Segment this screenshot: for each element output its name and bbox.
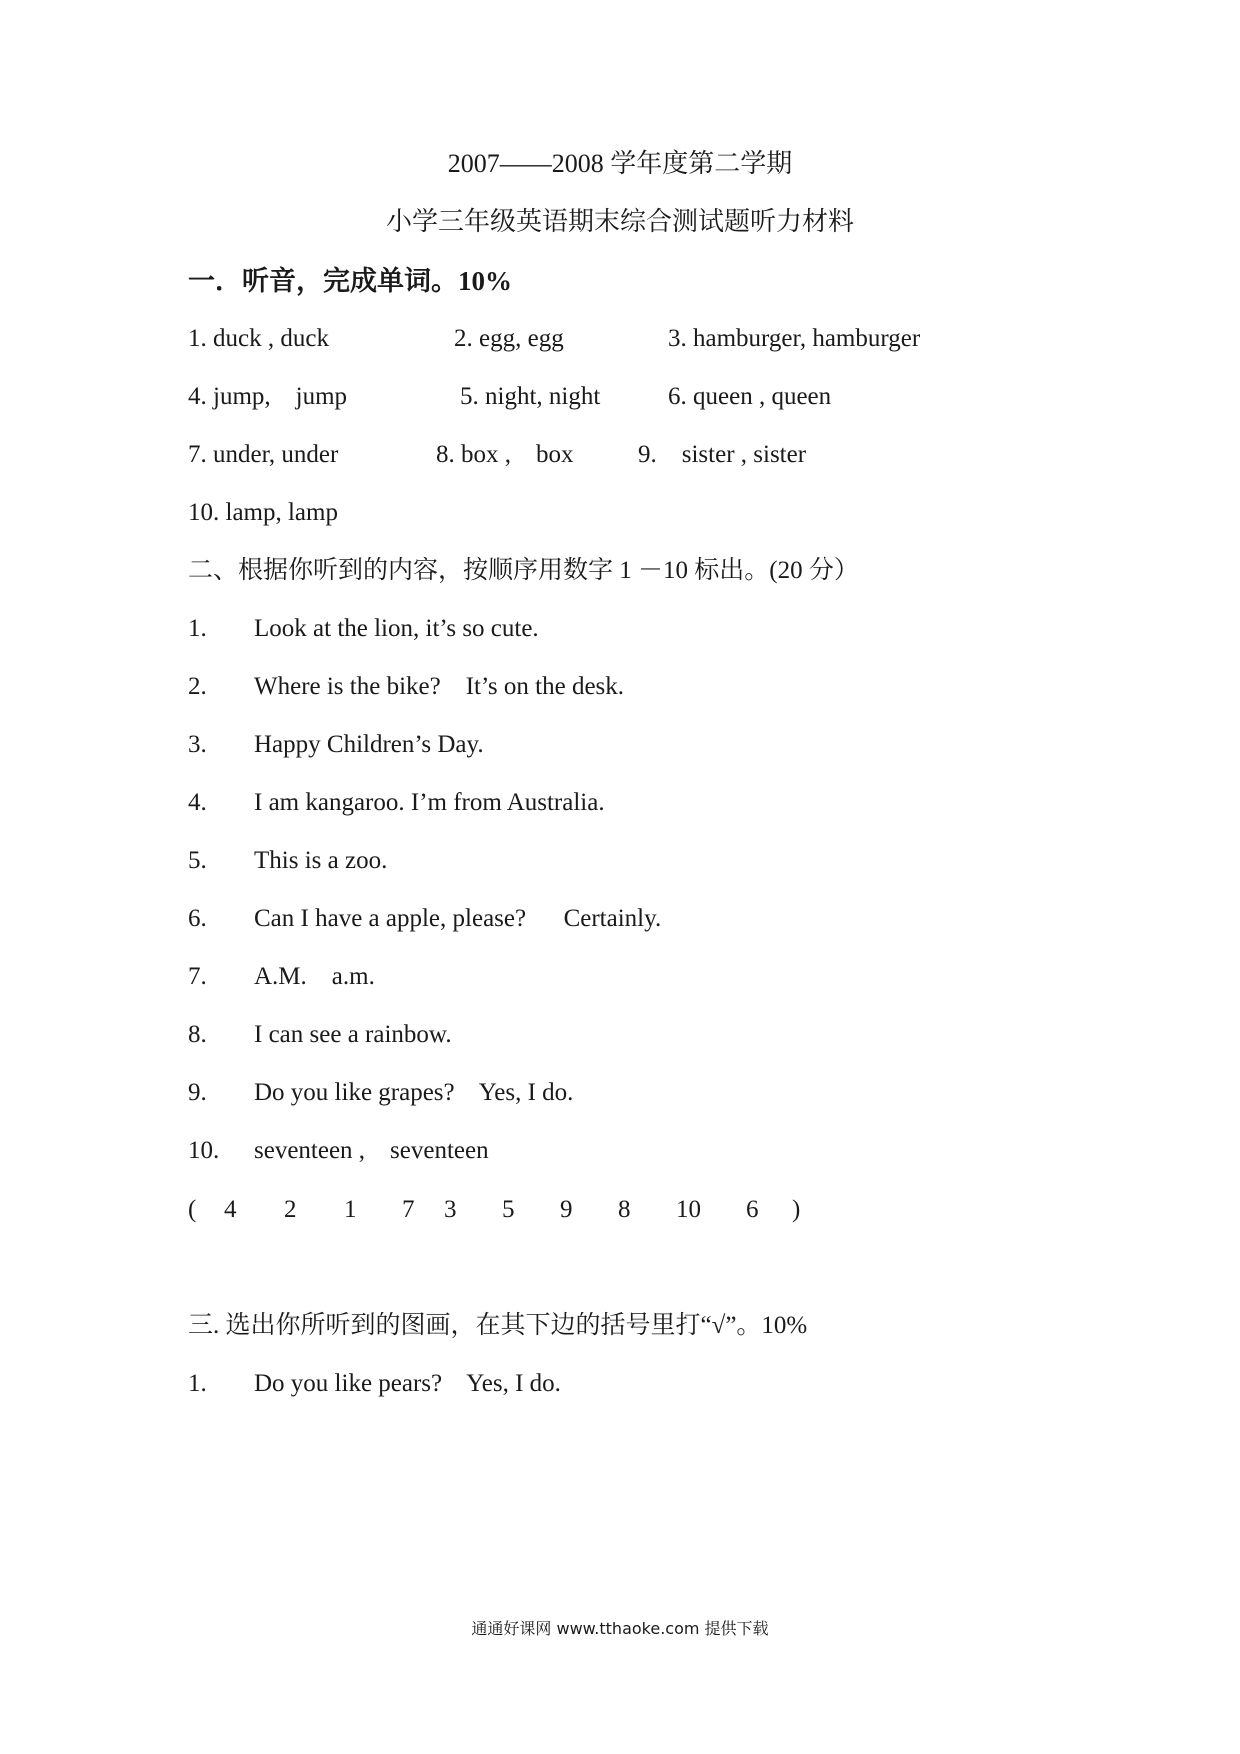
item-number: 1. — [188, 615, 207, 642]
answer-value: 7 — [402, 1196, 415, 1223]
answer-close-paren: ) — [792, 1196, 801, 1223]
answer-value: 8 — [618, 1196, 631, 1223]
item-text: I am kangaroo. I’m from Australia. — [254, 789, 605, 816]
section-1-item: 2. egg, egg — [454, 325, 564, 352]
section-2-item — [188, 729, 484, 761]
answer-value: 9 — [560, 1196, 573, 1223]
item-number: 6. — [188, 905, 207, 932]
section-2-item — [188, 671, 624, 703]
section-2-item — [188, 613, 539, 645]
section-1-item: 9. sister , sister — [638, 441, 807, 468]
section-3-heading: 三. 选出你所听到的图画，在其下边的括号里打“√”。10% — [188, 1312, 808, 1339]
answer-value: 3 — [444, 1196, 457, 1223]
item-number: 7. — [188, 963, 207, 990]
section-2-item — [188, 961, 375, 993]
section-1-item: 4. jump, jump — [188, 383, 348, 410]
item-number: 8. — [188, 1021, 207, 1048]
answer-value: 1 — [344, 1196, 357, 1223]
item-text: Look at the lion, it’s so cute. — [254, 615, 539, 642]
section-3-item — [188, 1368, 561, 1400]
section-1-item: 3. hamburger, hamburger — [668, 325, 921, 352]
section-1-item: 6. queen , queen — [668, 383, 832, 410]
item-text: This is a zoo. — [254, 847, 388, 874]
answer-open-paren: ( — [188, 1196, 197, 1223]
section-2-item — [188, 845, 387, 877]
answer-value: 6 — [746, 1196, 759, 1223]
section-1-heading: 一．听音，完成单词。10% — [188, 266, 512, 296]
item-number: 10. — [188, 1137, 220, 1164]
item-number: 1. — [188, 1370, 207, 1397]
section-1-item: 10. lamp, lamp — [188, 499, 338, 526]
item-text: Where is the bike? It’s on the desk. — [254, 673, 625, 700]
section-2-item — [188, 1019, 452, 1051]
section-2-item — [188, 1077, 573, 1109]
item-number: 5. — [188, 847, 207, 874]
section-2-item — [188, 787, 605, 819]
item-text: Do you like grapes? Yes, I do. — [254, 1079, 574, 1106]
document-title-line-2: 小学三年级英语期末综合测试题听力材料 — [385, 207, 854, 236]
section-1-item: 8. box , box — [436, 441, 574, 468]
item-text: seventeen , seventeen — [254, 1137, 489, 1164]
item-number: 9. — [188, 1079, 207, 1106]
section-1-item: 7. under, under — [188, 441, 339, 468]
document-title-line-1: 2007——2008 学年度第二学期 — [447, 149, 793, 178]
answer-value: 4 — [224, 1196, 237, 1223]
item-text: Can I have a apple, please? Certainly. — [254, 905, 662, 932]
page-footer: 通通好课网 www.tthaoke.com 提供下载 — [471, 1619, 769, 1638]
section-1-item: 5. night, night — [460, 383, 601, 410]
answer-value: 2 — [284, 1196, 297, 1223]
section-2-item — [188, 1135, 489, 1167]
section-1-item: 1. duck , duck — [188, 325, 329, 352]
item-text: Happy Children’s Day. — [254, 731, 484, 758]
answer-value: 10 — [676, 1196, 701, 1223]
section-2-heading: 二、根据你听到的内容，按顺序用数字 1 －10 标出。(20 分） — [188, 557, 859, 584]
item-text: A.M. a.m. — [254, 963, 375, 990]
section-2-item — [188, 903, 661, 935]
item-text: I can see a rainbow. — [254, 1021, 452, 1048]
answer-value: 5 — [502, 1196, 515, 1223]
item-text: Do you like pears? Yes, I do. — [254, 1370, 561, 1397]
item-number: 2. — [188, 673, 207, 700]
item-number: 3. — [188, 731, 207, 758]
item-number: 4. — [188, 789, 207, 816]
